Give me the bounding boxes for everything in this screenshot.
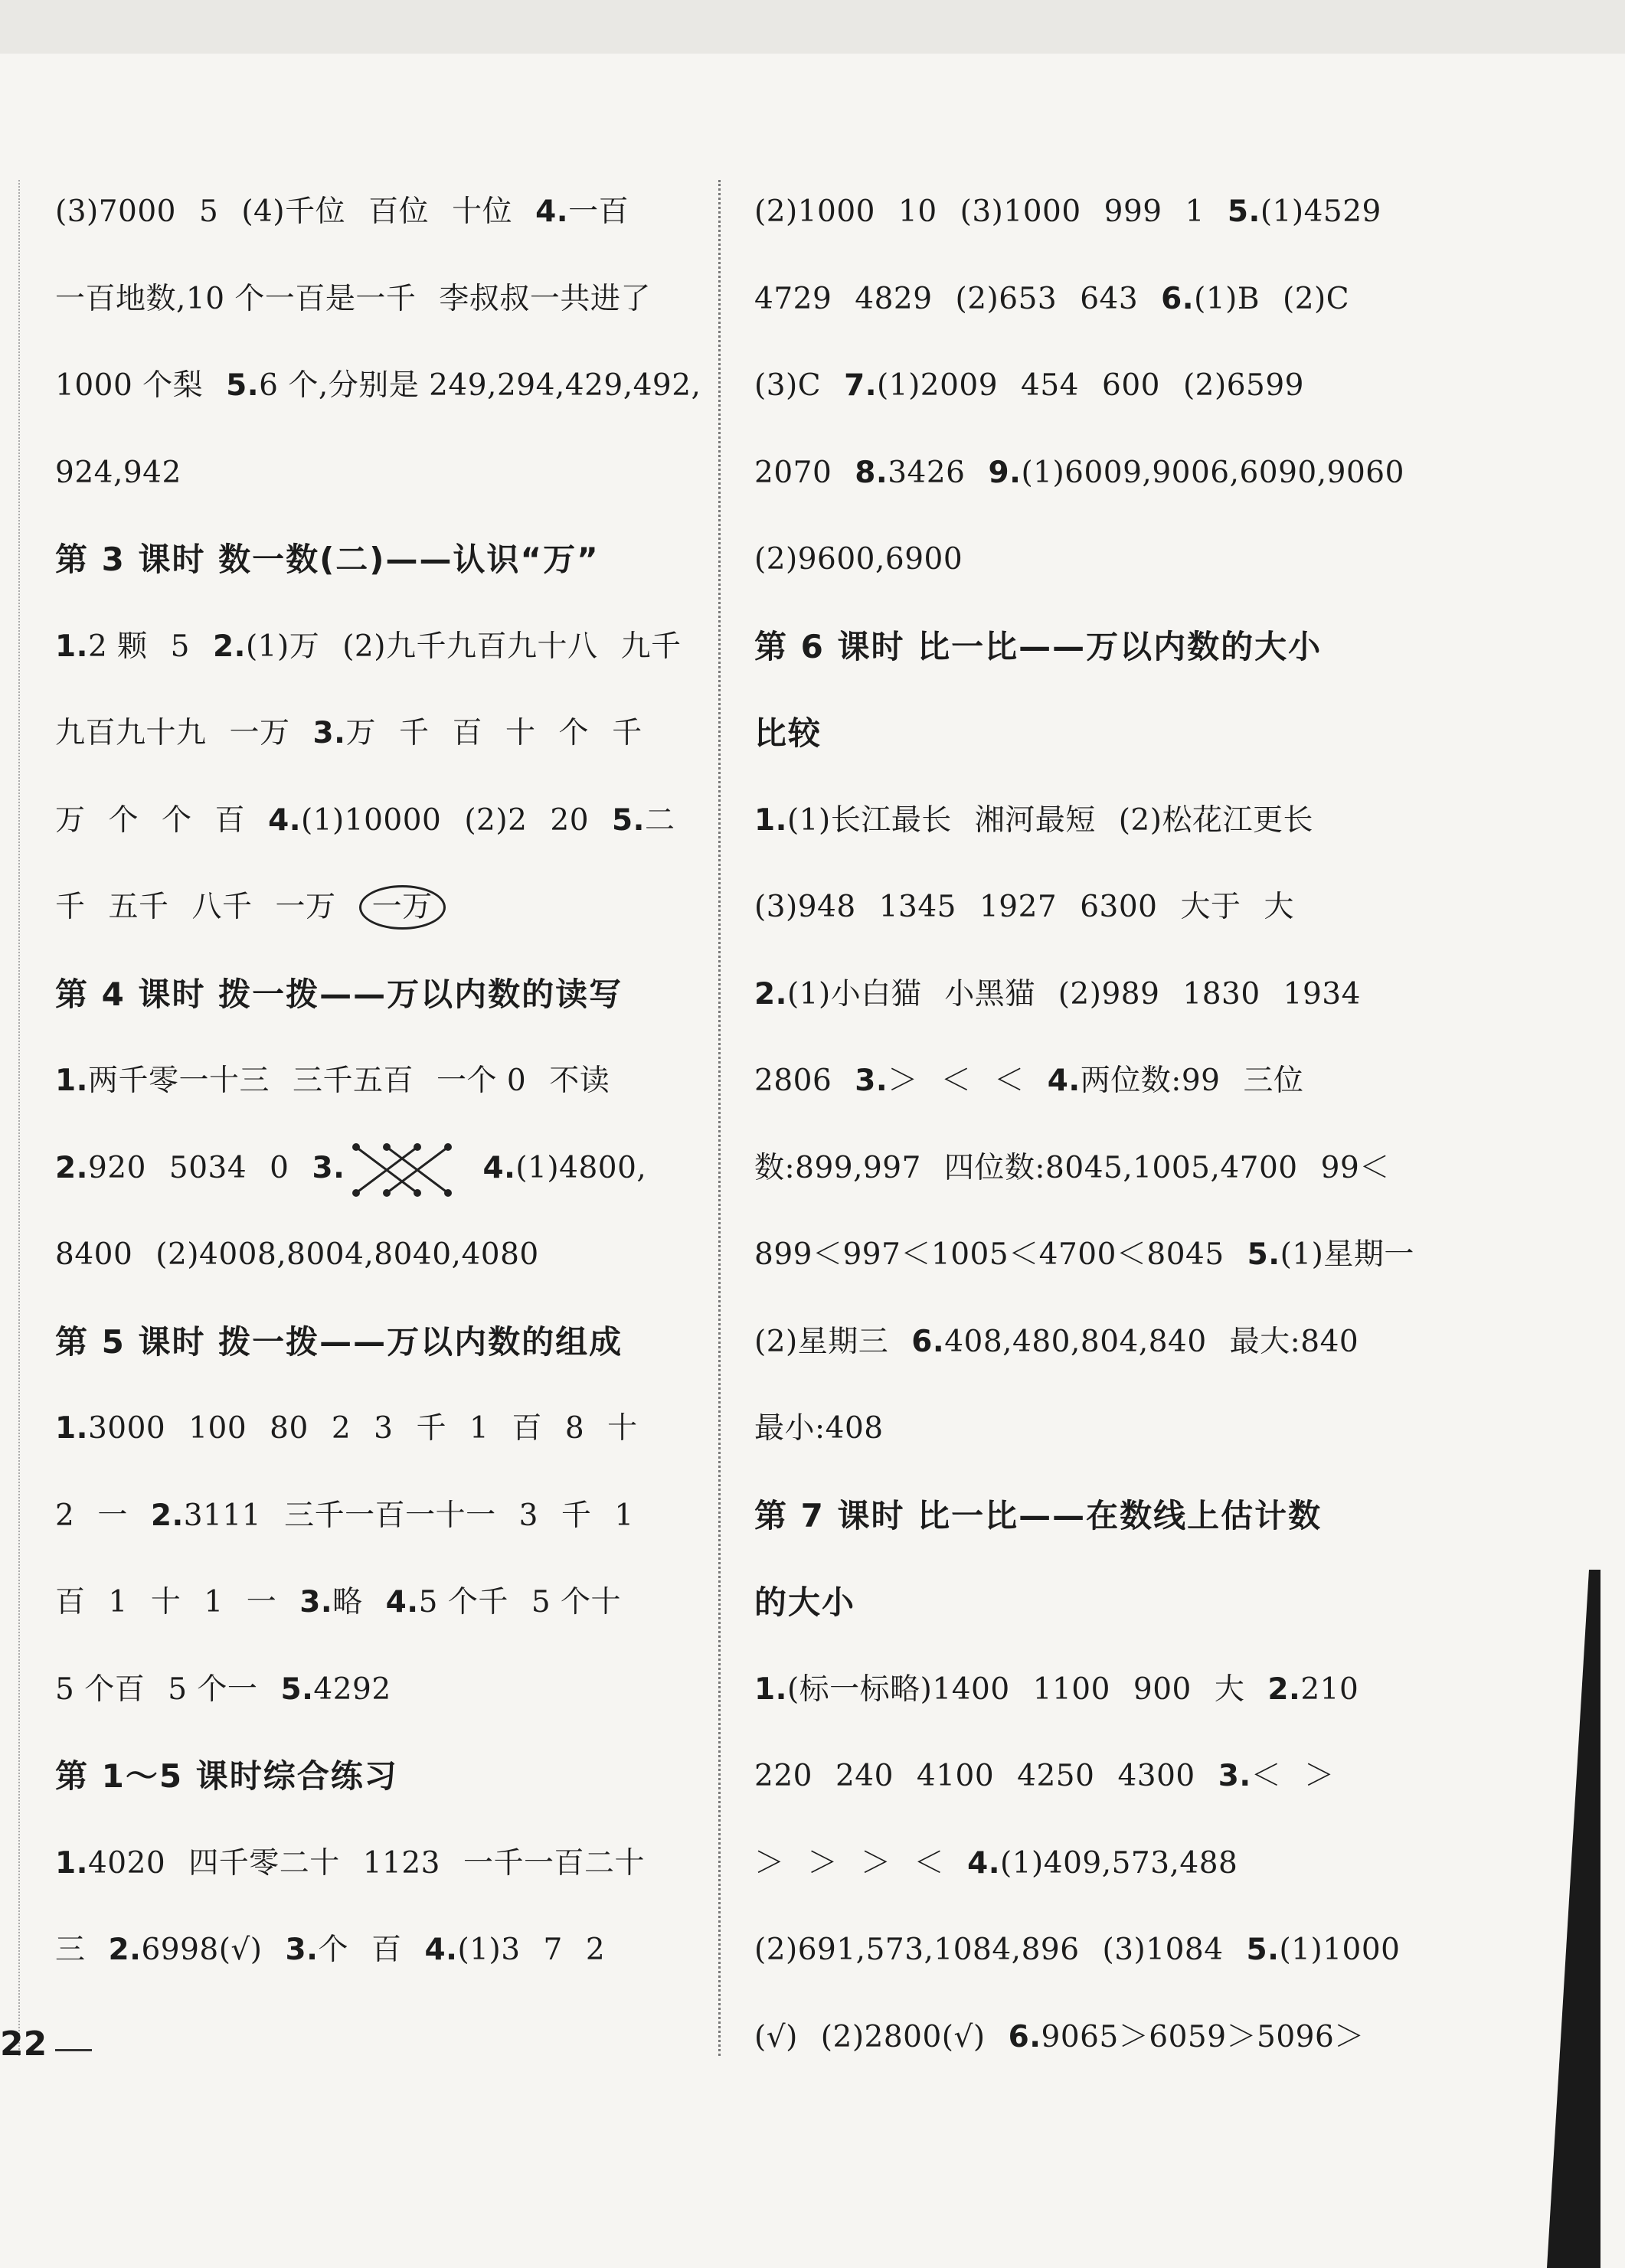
answer-text: (1)小白猫 — [786, 976, 922, 1011]
answer-text: (2)松花江更长 — [1118, 802, 1313, 838]
question-number: 5. — [612, 802, 645, 838]
answer-line — [55, 180, 691, 267]
answer-line — [55, 1397, 691, 1484]
question-number: 4. — [268, 802, 302, 838]
answer-text: (2)2800(√) — [820, 2019, 986, 2054]
answer-text: 2806 — [754, 1064, 832, 1098]
answer-text: 3 — [374, 1411, 394, 1446]
answer-text: 两千零一十三 — [87, 1064, 270, 1098]
answer-text: 最小:408 — [754, 1411, 884, 1446]
question-number: 7. — [844, 368, 878, 403]
answer-text: 4300 — [1117, 1759, 1195, 1793]
answer-line — [754, 180, 1390, 267]
answer-text: 一 — [97, 1498, 128, 1533]
answer-text: 个 — [318, 1933, 348, 1967]
answer-text: (3)7000 — [55, 194, 176, 229]
answer-text: 大 — [1214, 1672, 1245, 1707]
answer-text: (1)长江最长 — [786, 802, 952, 838]
answer-text: 2070 — [754, 455, 832, 490]
answer-text: 一百地数,10 个一百是一千 — [55, 281, 417, 316]
question-number: 2. — [754, 976, 787, 1011]
answer-text: (2)2 — [464, 802, 528, 838]
answer-text: (1)409,573,488 — [1000, 1845, 1238, 1881]
section-heading — [754, 615, 1390, 702]
answer-text: ＜ — [914, 1845, 945, 1881]
answer-text: 个 — [558, 716, 590, 750]
answer-text: 三千五百 — [292, 1064, 414, 1098]
answer-text: 4020 — [87, 1845, 166, 1881]
question-number: 6. — [1008, 2019, 1041, 2054]
question-number: 5. — [1246, 1933, 1280, 1967]
answer-text: ＞ — [861, 1845, 891, 1881]
answer-text: 一万 — [229, 716, 290, 750]
question-number: 1. — [55, 1411, 88, 1446]
answer-text: 1 — [108, 1585, 128, 1619]
section-heading — [55, 962, 691, 1050]
answer-text: 920 — [87, 1150, 146, 1185]
answer-text: 大于 — [1180, 890, 1241, 924]
answer-text: (1)星期一 — [1280, 1237, 1414, 1272]
section-heading — [754, 701, 1390, 789]
answer-text: 8 — [564, 1411, 585, 1446]
answer-text: ＞ — [754, 1845, 785, 1881]
answer-text: 1345 — [878, 890, 956, 924]
heading-text: 第 3 课时 数一数(二)——认识“万” — [55, 541, 600, 578]
answer-text: (1)万 — [245, 629, 320, 664]
answer-text: 最大:840 — [1229, 1324, 1359, 1359]
answer-text: 三千一百一十一 — [284, 1498, 496, 1533]
answer-text: 20 — [550, 802, 590, 838]
answer-text: 湘河最短 — [974, 802, 1096, 838]
answer-text: (1)3 — [457, 1933, 521, 1967]
answer-line — [754, 875, 1390, 962]
answer-text: 1 — [614, 1498, 634, 1533]
answer-text: 1934 — [1283, 976, 1361, 1011]
answer-text: (1)6009,9006,6090,9060 — [1021, 455, 1404, 490]
answer-text: 80 — [270, 1411, 309, 1446]
answer-line — [754, 267, 1390, 355]
answer-line — [55, 1049, 691, 1136]
answer-line — [55, 1570, 691, 1658]
answer-text: 个 — [162, 802, 192, 838]
question-number: 6. — [911, 1324, 945, 1359]
question-number: 1. — [754, 802, 787, 838]
answer-text: 1 — [469, 1411, 489, 1446]
question-number: 6. — [1161, 281, 1195, 316]
answer-text: 个 — [108, 802, 139, 838]
answer-text: 2 — [55, 1498, 75, 1533]
answer-text: 100 — [188, 1411, 247, 1446]
answer-text: 4829 — [855, 281, 933, 316]
answer-text: 643 — [1080, 281, 1139, 316]
answer-text: 略 — [332, 1585, 363, 1619]
answer-text: 十 — [505, 716, 536, 750]
answer-text: 9065＞6059＞5096＞ — [1041, 2019, 1365, 2054]
answer-text: 899＜997＜1005＜4700＜8045 — [754, 1237, 1224, 1272]
answer-text: (2)653 — [955, 281, 1058, 316]
answer-text: 5 个一 — [168, 1672, 258, 1707]
answer-text: (2)691,573,1084,896 — [754, 1933, 1080, 1967]
answer-text: (2)九千九百九十八 — [342, 629, 598, 664]
answer-text: 1 — [1185, 194, 1205, 229]
question-number: 4. — [967, 1845, 1001, 1881]
section-heading — [55, 528, 691, 615]
question-number: 4. — [482, 1150, 516, 1185]
answer-line — [55, 1484, 691, 1571]
answer-text: ＜ — [940, 1064, 972, 1098]
answer-line — [754, 1744, 1390, 1832]
answer-text: 千 — [416, 1411, 446, 1446]
answer-text: 二 — [644, 802, 675, 838]
question-number: 4. — [1047, 1064, 1081, 1098]
answer-text: ＜ — [994, 1064, 1025, 1098]
left-gutter-line — [18, 180, 20, 2056]
answer-text: 3000 — [87, 1411, 166, 1446]
answer-line — [55, 267, 691, 355]
answer-line — [55, 441, 691, 528]
question-number: 1. — [55, 1064, 88, 1098]
answer-text: 8400 — [55, 1237, 133, 1272]
answer-text: 7 — [543, 1933, 563, 1967]
question-number: 8. — [855, 455, 888, 490]
answer-text: 千 — [612, 716, 642, 750]
answer-text: 5034 — [168, 1150, 247, 1185]
answer-line — [754, 1918, 1401, 2005]
heading-text: 比较 — [754, 714, 822, 752]
heading-text: 的大小 — [754, 1583, 856, 1621]
question-number: 3. — [299, 1585, 333, 1619]
answer-text: (3)C — [754, 368, 822, 403]
answer-text: 万 — [345, 716, 376, 750]
answer-text: 三 — [55, 1933, 86, 1967]
answer-text: (3)1000 — [960, 194, 1081, 229]
answer-line — [754, 1397, 1390, 1484]
answer-text: 百 — [452, 716, 483, 750]
question-number: 2. — [150, 1498, 184, 1533]
book-spine-shadow — [1547, 1570, 1600, 2268]
answer-text: 220 — [754, 1759, 812, 1793]
section-heading — [754, 1570, 1390, 1658]
section-heading — [55, 1744, 691, 1832]
answer-text: 3 — [518, 1498, 538, 1533]
answer-text: 大 — [1264, 890, 1295, 924]
answer-line — [55, 354, 701, 441]
answer-text: 1830 — [1182, 976, 1260, 1011]
answer-text: 6998(√) — [141, 1933, 263, 1967]
answer-line — [55, 1658, 691, 1745]
answer-text: 10 — [898, 194, 937, 229]
answer-text: 999 — [1103, 194, 1162, 229]
answer-line — [754, 441, 1404, 528]
answer-text: 九千 — [620, 629, 682, 664]
answer-text: 百 — [214, 802, 246, 838]
column-divider — [718, 180, 721, 2056]
answer-text: 1 — [204, 1585, 224, 1619]
answer-text: ＜ — [1251, 1759, 1282, 1793]
question-number: 3. — [855, 1064, 888, 1098]
question-number: 2. — [55, 1150, 88, 1185]
answer-text: 99＜ — [1320, 1150, 1390, 1185]
answer-text: 一百 — [568, 194, 629, 229]
answer-text: (3)948 — [754, 890, 856, 924]
answer-text: (1)B — [1194, 281, 1260, 316]
answer-text: 600 — [1102, 368, 1160, 403]
answer-text: 210 — [1300, 1672, 1359, 1707]
answer-text: 3426 — [888, 455, 966, 490]
answer-text: 3111 — [183, 1498, 262, 1533]
answer-line — [55, 1918, 691, 2005]
answer-text: 1927 — [979, 890, 1058, 924]
answer-line — [754, 1136, 1390, 1224]
question-number: 4. — [535, 194, 569, 229]
answer-text: 924,942 — [55, 455, 181, 490]
answer-text: 0 — [270, 1150, 289, 1185]
answer-text: 4729 — [754, 281, 832, 316]
answer-line — [754, 1223, 1414, 1310]
answer-line — [55, 875, 691, 962]
answer-text: 万 — [55, 802, 86, 838]
answer-text: 6300 — [1080, 890, 1158, 924]
answer-text: 5 — [199, 194, 219, 229]
answer-text: 百 — [512, 1411, 542, 1446]
answer-line — [55, 1223, 691, 1310]
answer-text: 千 — [399, 716, 430, 750]
answer-text: 2 — [331, 1411, 351, 1446]
question-number: 9. — [988, 455, 1022, 490]
answer-text: 5 — [170, 629, 190, 664]
answer-text: 一 — [246, 1585, 277, 1619]
heading-text: 第 1～5 课时综合练习 — [55, 1757, 398, 1795]
heading-text: 第 5 课时 拨一拨——万以内数的组成 — [55, 1322, 623, 1361]
answer-text: 百 — [55, 1585, 86, 1619]
answer-text: 十 — [607, 1411, 638, 1446]
answer-line — [754, 528, 1390, 615]
answer-text: ＞ — [807, 1845, 839, 1881]
answer-text: (4)千位 — [241, 194, 346, 229]
answer-text: 小黑猫 — [944, 976, 1035, 1011]
answer-line — [55, 1832, 691, 1919]
answer-text: 百 — [371, 1933, 402, 1967]
question-number: 5. — [1247, 1237, 1280, 1272]
answer-text: 408,480,804,840 — [944, 1324, 1207, 1359]
answer-text: 不读 — [549, 1064, 610, 1098]
question-number: 4. — [385, 1585, 419, 1619]
answer-text: (√) — [754, 2019, 798, 2054]
answer-line — [754, 789, 1390, 876]
answer-text: 4250 — [1017, 1759, 1095, 1793]
answer-text: (2)9600,6900 — [754, 542, 963, 577]
answer-line — [754, 1310, 1390, 1397]
page-number-dash — [55, 2049, 92, 2051]
answer-text: (1)2009 — [877, 368, 999, 403]
question-number: 3. — [312, 716, 346, 750]
answer-text: (标一标略)1400 — [786, 1672, 1010, 1707]
answer-text: 四千零二十 — [188, 1845, 340, 1881]
answer-text: (1)4800, — [515, 1150, 647, 1185]
answer-line — [754, 1049, 1390, 1136]
question-number: 1. — [55, 629, 88, 664]
heading-text: 第 6 课时 比一比——万以内数的大小 — [754, 627, 1323, 665]
scan-top-strip — [0, 0, 1625, 54]
answer-text: 三位 — [1243, 1064, 1304, 1098]
answer-text: 八千 — [191, 890, 253, 924]
answer-text: (1)1000 — [1279, 1933, 1401, 1967]
question-number: 2. — [1267, 1672, 1301, 1707]
answer-text: 十位 — [452, 194, 513, 229]
answer-text: 李叔叔一共进了 — [439, 281, 651, 316]
answer-text: (3)1084 — [1102, 1933, 1224, 1967]
question-number: 2. — [213, 629, 246, 664]
answer-text: 四位数:8045,1005,4700 — [943, 1150, 1298, 1185]
right-answer-column — [754, 180, 1414, 2092]
answer-line — [754, 962, 1390, 1050]
answer-text: 5 个十 — [531, 1585, 622, 1619]
heading-text: 第 4 课时 拨一拨——万以内数的读写 — [55, 975, 623, 1013]
question-number: 1. — [754, 1672, 787, 1707]
answer-line — [55, 789, 691, 876]
answer-text: 1000 个梨 — [55, 368, 204, 403]
question-number: 5. — [1227, 194, 1260, 229]
circled-answer: 一万 — [359, 885, 446, 930]
answer-text: 九百九十九 — [55, 716, 207, 750]
question-number: 1. — [55, 1845, 88, 1881]
answer-text: 五千 — [108, 890, 169, 924]
answer-text: 4100 — [916, 1759, 995, 1793]
section-heading — [55, 1310, 691, 1397]
answer-text: ＞ — [888, 1064, 918, 1098]
answer-text: 数:899,997 — [754, 1150, 921, 1185]
answer-text: 千 — [55, 890, 86, 924]
answer-text: ＞ — [1304, 1759, 1335, 1793]
left-answer-column — [55, 180, 701, 2005]
answer-text: 一万 — [275, 890, 336, 924]
answer-text: 240 — [835, 1759, 894, 1793]
question-number: 3. — [1218, 1759, 1251, 1793]
answer-text: (2)989 — [1058, 976, 1160, 1011]
section-heading — [754, 1484, 1390, 1571]
answer-text: 6 个,分别是 249,294,429,492, — [259, 368, 701, 403]
answer-text: 2 — [585, 1933, 606, 1967]
answer-text: (2)4008,8004,8040,4080 — [155, 1237, 539, 1272]
answer-text: 十 — [150, 1585, 181, 1619]
answer-text: 一千一百二十 — [463, 1845, 646, 1881]
answer-line — [754, 354, 1390, 441]
answer-text: 900 — [1133, 1672, 1192, 1707]
question-number: 4. — [424, 1933, 458, 1967]
question-number: 2. — [108, 1933, 142, 1967]
answer-line — [754, 2005, 1390, 2093]
answer-text: (2)星期三 — [754, 1324, 889, 1359]
matching-lines-icon — [345, 1139, 459, 1201]
page-number: 22 — [0, 2025, 47, 2064]
answer-text: (1)10000 — [301, 802, 442, 838]
answer-text: 千 — [561, 1498, 592, 1533]
question-number: 3. — [312, 1150, 345, 1185]
answer-text: (2)6599 — [1182, 368, 1304, 403]
answer-line — [55, 1136, 691, 1224]
answer-text: 1100 — [1032, 1672, 1110, 1707]
question-number: 3. — [285, 1933, 319, 1967]
answer-text: 一个 0 — [436, 1064, 527, 1098]
answer-text: (2)C — [1283, 281, 1350, 316]
answer-text: 1123 — [362, 1845, 440, 1881]
question-number: 5. — [226, 368, 260, 403]
answer-text: 454 — [1021, 368, 1079, 403]
answer-text: (1)4529 — [1260, 194, 1381, 229]
answer-text: 5 个千 — [418, 1585, 508, 1619]
answer-text: 4292 — [313, 1672, 391, 1707]
answer-text: 百位 — [368, 194, 430, 229]
answer-text: 5 个百 — [55, 1672, 145, 1707]
answer-line — [55, 615, 691, 702]
question-number: 5. — [280, 1672, 314, 1707]
answer-text: (2)1000 — [754, 194, 875, 229]
answer-line — [754, 1832, 1390, 1919]
answer-line — [55, 701, 691, 789]
heading-text: 第 7 课时 比一比——在数线上估计数 — [754, 1496, 1323, 1534]
answer-text: 两位数:99 — [1080, 1064, 1221, 1098]
answer-text: 2 颗 — [87, 629, 148, 664]
answer-line — [754, 1658, 1390, 1745]
